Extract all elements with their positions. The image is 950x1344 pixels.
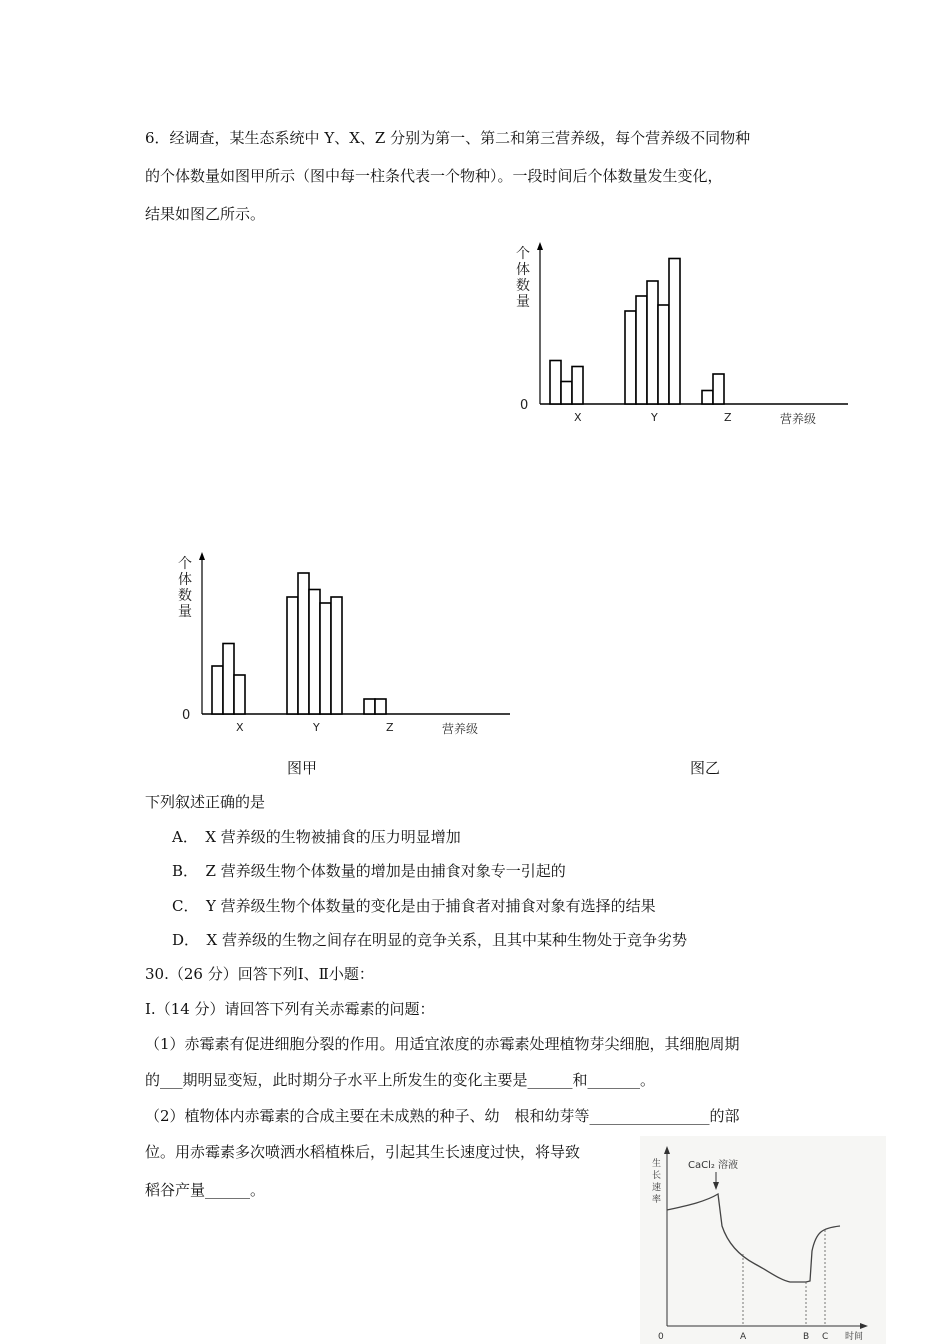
- yi-ylabel-char: 体: [516, 262, 530, 278]
- jia-bar-y-1: [287, 597, 298, 714]
- yi-bar-z-2: [713, 374, 724, 404]
- y-axis-label-2: 长: [652, 1171, 662, 1181]
- q6-line3: 结果如图乙所示。: [145, 205, 266, 223]
- yi-bar-x-3: [572, 367, 583, 405]
- jia-bar-x-1: [212, 666, 223, 714]
- origin-label: 0: [658, 1332, 664, 1342]
- q6-line2: 的个体数量如图甲所示（图中每一柱条代表一个物种）。一段时间后个体数量发生变化，: [145, 167, 723, 185]
- figure-jia-bar-chart: [172, 546, 522, 746]
- q6-line1: 6．经调查，某生态系统中 Y、X、Z 分别为第一、第二和第三营养级，每个营养级不同物种: [145, 129, 751, 147]
- jia-bar-y-5: [331, 597, 342, 714]
- q6-option-b: B． Z 营养级生物个体数量的增加是由捕食对象专一引起的: [172, 862, 566, 880]
- jia-bar-y-3: [309, 590, 320, 715]
- yi-bar-y-2: [636, 296, 647, 404]
- jia-group-label-z: Z: [386, 721, 394, 734]
- yi-origin-label: 0: [520, 398, 529, 413]
- yi-ylabel-char: 量: [516, 294, 530, 310]
- cacl2-annotation: CaCl₂ 溶液: [688, 1160, 739, 1171]
- yi-bar-y-5: [669, 259, 680, 405]
- yi-bar-y-4: [658, 305, 669, 404]
- q30-s1a: （1）赤霉素有促进细胞分裂的作用。用适宜浓度的赤霉素处理植物芽尖细胞，其细胞周期: [145, 1035, 740, 1053]
- jia-group-label-y: Y: [313, 721, 320, 734]
- jia-group-label-x: X: [236, 721, 244, 734]
- yi-bar-x-2: [561, 382, 572, 405]
- yi-group-label-x: X: [574, 411, 582, 424]
- yi-bar-z-1: [702, 391, 713, 405]
- figure-yi-caption: 图乙: [690, 759, 721, 777]
- q30-part1: Ⅰ.（14 分）请回答下列有关赤霉素的问题：: [145, 1000, 435, 1018]
- jia-origin-label: 0: [182, 708, 191, 723]
- y-axis-label-1: 生: [652, 1159, 662, 1169]
- y-axis-label-4: 率: [652, 1195, 662, 1205]
- chart-scan-background: [640, 1136, 886, 1344]
- yi-group-label-y: Y: [651, 411, 658, 424]
- jia-bar-y-4: [320, 603, 331, 714]
- jia-ylabel-char: 个: [178, 556, 192, 572]
- q6-option-c: C． Y 营养级生物个体数量的变化是由于捕食者对捕食对象有选择的结果: [172, 897, 656, 915]
- jia-bar-y-2: [298, 573, 309, 714]
- jia-bar-z-1: [364, 699, 375, 714]
- q30-s1b: 的___期明显变短，此时期分子水平上所发生的变化主要是______和_______。: [145, 1071, 656, 1089]
- jia-y-axis-arrow: [199, 552, 205, 560]
- jia-ylabel-char: 数: [178, 588, 192, 604]
- yi-bar-y-3: [647, 281, 658, 404]
- jia-ylabel-char: 体: [178, 572, 192, 588]
- x-axis-label: 时间: [845, 1332, 864, 1342]
- q30-s2c: 稻谷产量______。: [145, 1181, 266, 1199]
- jia-xlabel: 营养级: [442, 722, 479, 736]
- growth-rate-line-chart: [640, 1136, 886, 1344]
- jia-bar-z-2: [375, 699, 386, 714]
- q6-stem: 下列叙述正确的是: [145, 793, 266, 811]
- x-tick-c: C: [822, 1332, 829, 1342]
- q6-option-a: A． X 营养级的生物被捕食的压力明显增加: [172, 828, 461, 846]
- yi-xlabel: 营养级: [780, 412, 817, 426]
- jia-ylabel-char: 量: [178, 604, 192, 620]
- yi-ylabel-char: 个: [516, 246, 530, 262]
- x-tick-b: B: [803, 1332, 810, 1342]
- yi-group-label-z: Z: [724, 411, 732, 424]
- yi-bar-x-1: [550, 361, 561, 405]
- figure-jia-caption: 图甲: [287, 759, 318, 777]
- yi-y-axis-arrow: [537, 242, 543, 250]
- q30-s2b: 位。用赤霉素多次喷洒水稻植株后，引起其生长速度过快，将导致: [145, 1143, 581, 1161]
- yi-bar-y-1: [625, 311, 636, 404]
- q6-option-d: D． X 营养级的生物之间存在明显的竞争关系，且其中某种生物处于竞争劣势: [172, 931, 687, 949]
- y-axis-label-3: 速: [652, 1183, 662, 1193]
- x-tick-a: A: [740, 1332, 747, 1342]
- figure-yi-bar-chart: [510, 236, 860, 436]
- jia-bar-x-3: [234, 675, 245, 714]
- yi-ylabel-char: 数: [516, 278, 530, 294]
- q30-head: 30.（26 分）回答下列Ⅰ、Ⅱ小题：: [145, 965, 374, 983]
- q30-s2a: （2）植物体内赤霉素的合成主要在未成熟的种子、幼 根和幼芽等________________的部: [145, 1107, 740, 1125]
- jia-bar-x-2: [223, 644, 234, 715]
